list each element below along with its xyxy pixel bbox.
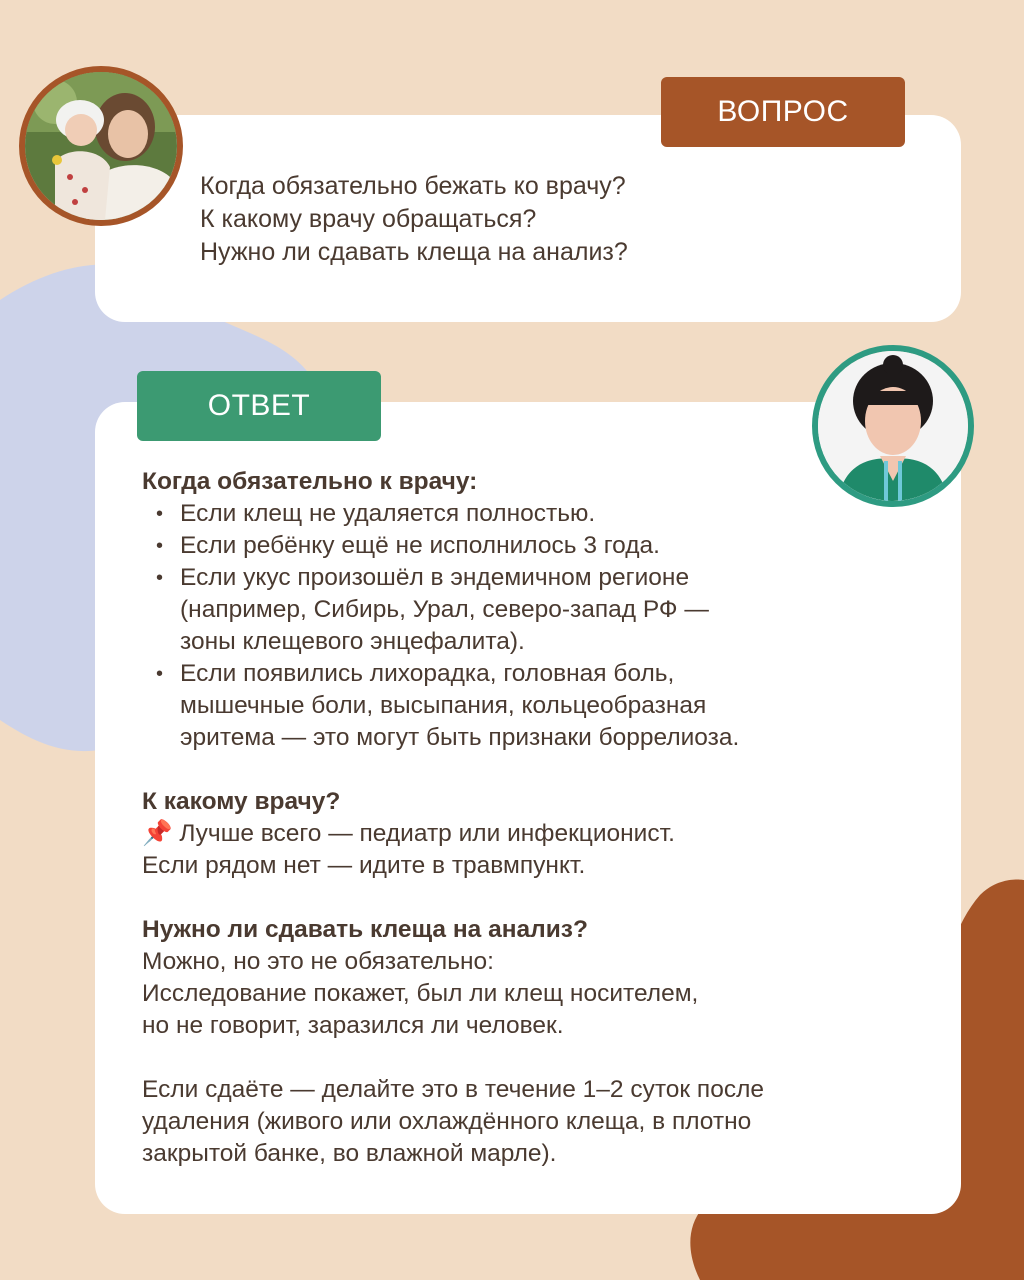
answer-text [142,466,932,1170]
pushpin-icon: 📌 [142,820,173,847]
mother-child-photo [25,72,177,220]
when-to-see-doctor-list [142,498,932,754]
list-item: • Если клещ не удаляется полностью. [142,498,932,530]
list-item: • Если появились лихорадка, головная боль, мышечные боли, высыпания, кольцеобразная эритема — это могут быть признаки боррелиоза. [156,660,740,751]
which-doctor-line: Если рядом нет — идите в травмпункт. [142,852,586,879]
bullet-icon: • [156,567,164,589]
bullet-icon: • [156,503,164,525]
analysis-line: Исследование покажет, был ли клещ носителем, [142,980,699,1007]
section-heading-when: Когда обязательно к врачу: [142,468,478,495]
bullet-icon: • [156,535,164,557]
list-item: • Если ребёнку ещё не исполнилось 3 года. [142,530,932,562]
question-line: К какому врачу обращаться? [200,205,537,233]
analysis-line: но не говорит, заразился ли человек. [142,1012,564,1039]
submission-line: закрытой банке, во влажной марле). [142,1140,557,1167]
question-line: Когда обязательно бежать ко врачу? [200,172,626,200]
submission-line: удаления (живого или охлаждённого клеща, в плотно [142,1108,752,1135]
question-line: Нужно ли сдавать клеща на анализ? [200,238,628,266]
answer-label-badge: ОТВЕТ [137,371,381,441]
list-item: • Если укус произошёл в эндемичном регионе (например, Сибирь, Урал, северо-запад РФ — зоны клещевого энцефалита). [156,564,709,655]
mother-child-photo-avatar [19,66,183,226]
bullet-icon: • [156,663,164,685]
question-text [200,170,628,269]
section-heading-tick-analysis: Нужно ли сдавать клеща на анализ? [142,916,588,943]
submission-line: Если сдаёте — делайте это в течение 1–2 суток после [142,1076,764,1103]
section-heading-which-doctor: К какому врачу? [142,788,341,815]
which-doctor-line: 📌 Лучше всего — педиатр или инфекционист. [142,820,675,847]
analysis-line: Можно, но это не обязательно: [142,948,494,975]
question-label-badge: ВОПРОС [661,77,905,147]
